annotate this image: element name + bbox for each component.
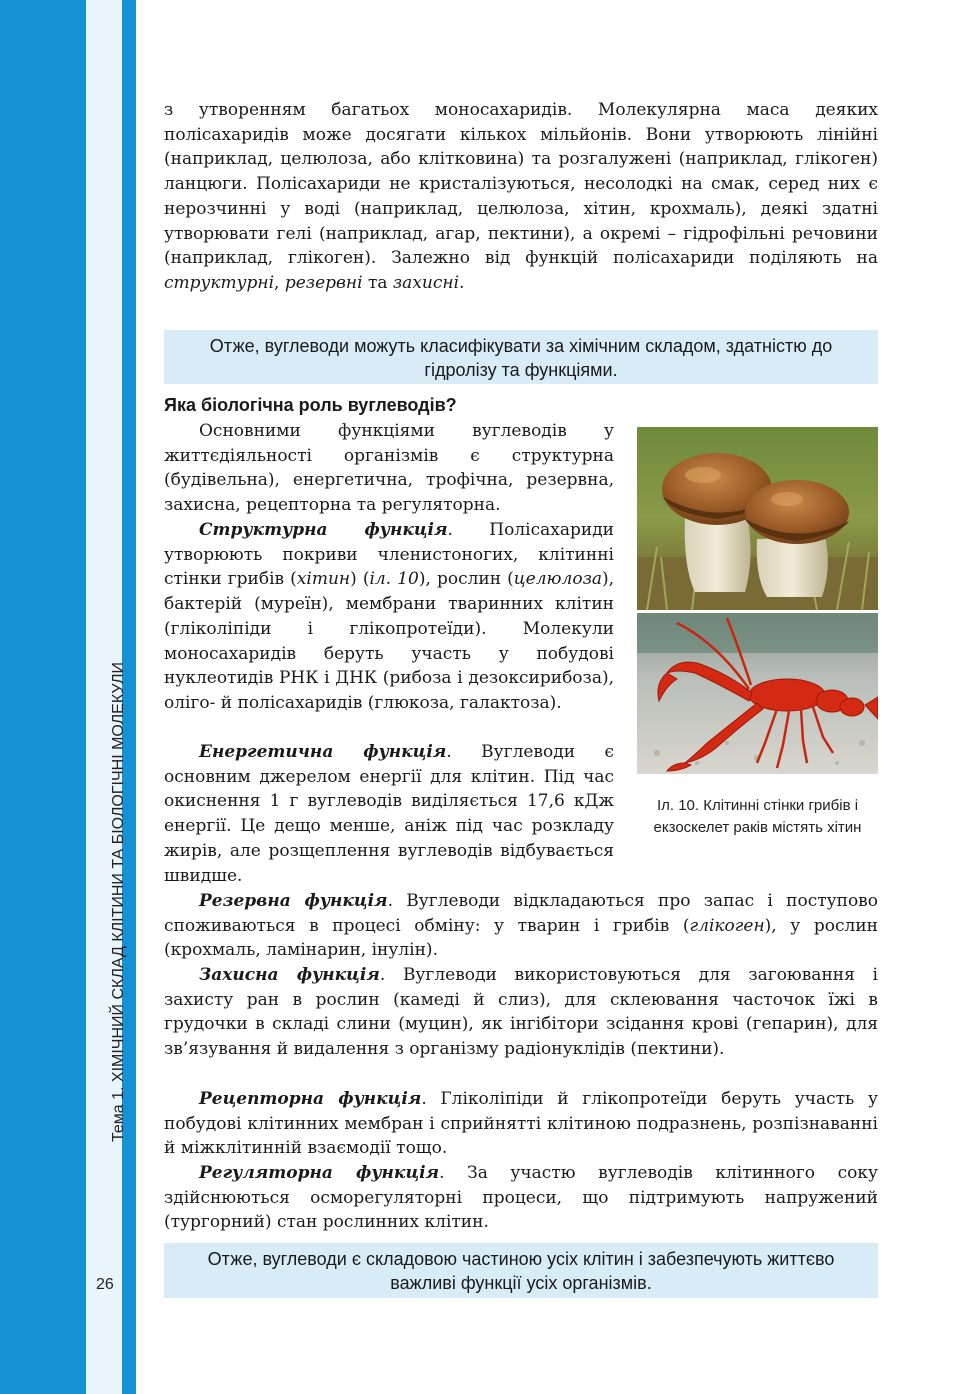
left-margin-band — [0, 0, 86, 1394]
page-number: 26 — [96, 1276, 114, 1293]
functions-paragraph: Основними функціями вуглеводів у життєдіяльності організмів є структурна (будівельна), енергетична, трофічна, резервна, захисна, рецепторна та регуляторна. — [164, 421, 614, 516]
chapter-side-title: Тема 1. ХІМІЧНИЙ СКЛАД КЛІТИНИ ТА БІОЛОГІЧНІ МОЛЕКУЛИ — [110, 662, 127, 1142]
section-heading: Яка біологічна роль вуглеводів? — [164, 395, 457, 415]
protective-function-paragraph: Захисна функція. Вуглеводи використовуються для загоювання і захисту ран в рослин (камеді й слиз), для склеювання часточок їжі в грудочки в складі слини (муцин), як інгібітори зсідання крові (гепарин), для зв’язування й видалення з організму радіонуклідів (пектини). — [164, 965, 878, 1060]
figure-caption: Іл. 10. Клітинні стінки грибів і екзоскелет раків містять хітин — [653, 797, 862, 836]
crayfish-photo — [637, 613, 878, 774]
reserve-function-paragraph: Резервна функція. Вуглеводи відкладаються про запас і поступово споживаються в процесі обміну: у тварин і грибів (глікоген), у рослин (крохмаль, ламінарин, інулін). — [164, 891, 878, 961]
intro-paragraph: з утворенням багатьох моносахаридів. Молекулярна маса деяких полісахаридів може досягати кількох мільйонів. Вони утворюють лінійні (наприклад, целюлоза, або клітковина) та розгалужені (наприклад, глікоген) ланцюги. Полісахариди не кристалізуються, несолодкі на смак, серед них є нерозчинні у воді (наприклад, целюлоза, хітин, крохмаль), деякі здатні утворювати гелі (наприклад, агар, пектини), а окремі – гідрофільні речовини (наприклад, глікоген). Залежно від функцій полісахариди поділяють на структурні, резервні та захисні. — [164, 100, 878, 293]
receptor-function-paragraph: Рецепторна функція. Гліколіпіди й глікопротеїди беруть участь у побудові клітинних мембран і сприйнятті клітиною подразнень, розпізнаванні й міжклітинній взаємодії тощо. — [164, 1089, 878, 1159]
summary-box-classification: Отже, вуглеводи можуть класифікувати за хімічним складом, здатністю до гідролізу та функціями. — [164, 330, 878, 384]
energy-function-paragraph: Енергетична функція. Вуглеводи є основним джерелом енергії для клітин. Під час окиснення 1 г вуглеводів виділяється 17,6 кДж енергії. Це дещо менше, аніж під час розкладу жирів, але розщеплення вуглеводів відбувається швидше. — [164, 742, 614, 886]
mushroom-photo — [637, 427, 878, 610]
summary-box-conclusion: Отже, вуглеводи є складовою частиною усіх клітин і забезпечують життєво важливі функції усіх організмів. — [164, 1243, 878, 1298]
regulatory-function-paragraph: Регуляторна функція. За участю вуглеводів клітинного соку здійснюються осморегуляторні процеси, що підтримують напружений (тургорний) стан рослинних клітин. — [164, 1163, 878, 1233]
structural-function-paragraph: Структурна функція. Полісахариди утворюють покриви членистоногих, клітинні стінки грибів (хітин) (іл. 10), рослин (целюлоза), бактерій (муреїн), мембрани тваринних клітин (гліколіпіди і глікопротеїди). Молекули моносахаридів беруть участь у побудові нуклеотидів РНК і ДНК (рибоза і дезоксирибоза), оліго- й полісахаридів (глюкоза, галактоза). — [164, 520, 615, 713]
